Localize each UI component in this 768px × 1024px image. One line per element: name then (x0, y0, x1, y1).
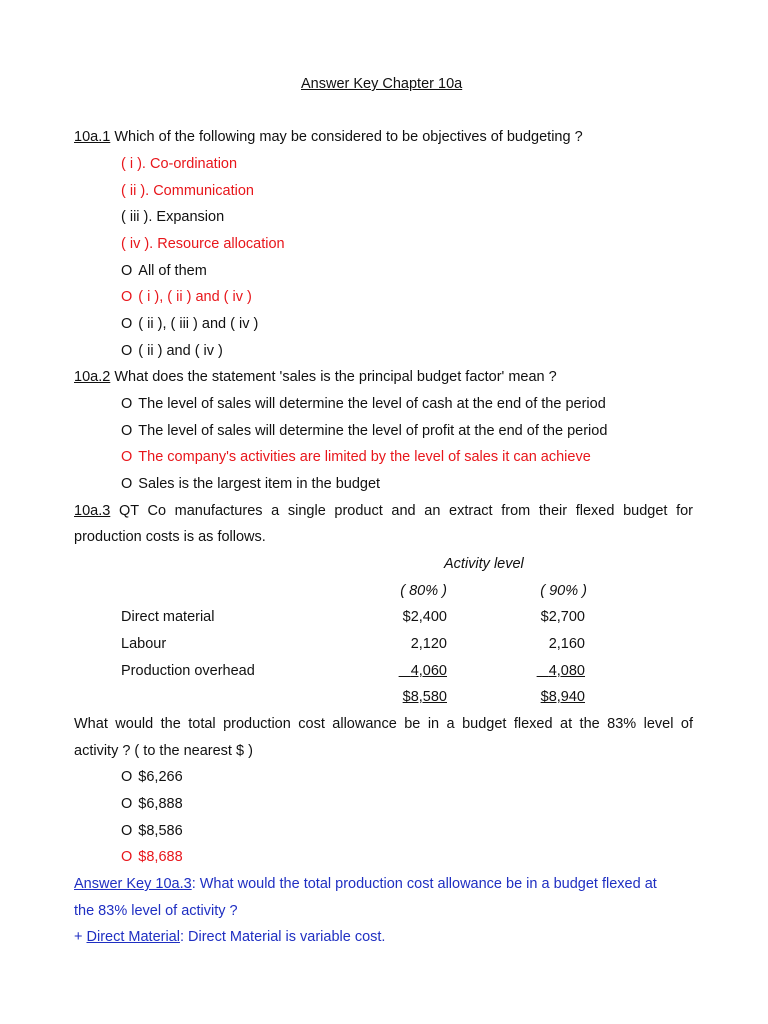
cell-direct-material-90: $2,700 (540, 609, 585, 625)
direct-material-link[interactable]: Direct Material (86, 929, 180, 945)
option-label: $8,688 (138, 849, 183, 865)
q3-option-3[interactable] (121, 822, 183, 840)
radio-circle-icon: O (121, 423, 133, 439)
cell-total-90: $8,940 (540, 689, 585, 705)
radio-circle-icon: O (121, 476, 133, 492)
page-title: Answer Key Chapter 10a (301, 76, 463, 92)
option-label: The level of sales will determine the level of profit at the end of the period (138, 423, 608, 439)
cell-labour-80: 2,120 (410, 636, 447, 652)
cell-production-overhead-80: 4,060 (410, 663, 447, 679)
answer-key-line (74, 875, 657, 893)
column-header-90: ( 90% ) (540, 583, 587, 599)
radio-circle-icon: O (121, 823, 133, 839)
option-label: All of them (138, 263, 207, 279)
question-text: What does the statement 'sales is the principal budget factor' mean ? (110, 369, 557, 385)
q2-option-1[interactable] (121, 395, 606, 413)
radio-circle-icon: O (121, 396, 133, 412)
q2-option-2[interactable] (121, 422, 607, 440)
direct-material-text: : Direct Material is variable cost. (179, 929, 386, 945)
q1-item-2: ( ii ). Communication (121, 183, 254, 199)
plus-sign: + (74, 929, 87, 945)
question-id: 10a.3 (74, 503, 111, 519)
radio-circle-icon: O (121, 289, 133, 305)
direct-material-note (74, 928, 385, 946)
option-label: The level of sales will determine the level of cash at the end of the period (138, 396, 606, 412)
answer-key-link[interactable]: Answer Key 10a.3 (74, 876, 192, 892)
q2-option-3[interactable] (121, 448, 591, 466)
q1-option-1[interactable] (121, 262, 207, 280)
q1-item-4: ( iv ). Resource allocation (121, 236, 285, 252)
q1-option-4[interactable] (121, 342, 223, 360)
question-id: 10a.1 (74, 129, 111, 145)
q2-option-4[interactable] (121, 475, 380, 493)
table-header: Activity level (444, 556, 524, 572)
row-label-direct-material: Direct material (121, 609, 215, 625)
q1-option-2[interactable] (121, 288, 252, 306)
radio-circle-icon: O (121, 769, 133, 785)
question-prompt: What would the total production cost allowance be in a budget flexed at the 83% level of (74, 716, 693, 732)
question-10a-3 (74, 502, 693, 520)
option-label: ( ii ), ( iii ) and ( iv ) (138, 316, 259, 332)
radio-circle-icon: O (121, 849, 133, 865)
question-text-cont: production costs is as follows. (74, 529, 266, 545)
row-label-production-overhead: Production overhead (121, 663, 255, 679)
q3-option-1[interactable] (121, 768, 183, 786)
radio-circle-icon: O (121, 449, 133, 465)
option-label: ( i ), ( ii ) and ( iv ) (138, 289, 252, 305)
question-prompt-cont: activity ? ( to the nearest $ ) (74, 743, 253, 759)
option-label: Sales is the largest item in the budget (138, 476, 381, 492)
q1-item-1: ( i ). Co-ordination (121, 156, 238, 172)
q1-item-3: ( iii ). Expansion (121, 209, 225, 225)
q3-option-4[interactable] (121, 848, 183, 866)
answer-key-text: : What would the total production cost allowance be in a budget flexed at (191, 876, 657, 892)
question-10a-1 (74, 128, 583, 146)
q3-option-2[interactable] (121, 795, 183, 813)
radio-circle-icon: O (121, 796, 133, 812)
cell-direct-material-80: $2,400 (402, 609, 447, 625)
radio-circle-icon: O (121, 263, 133, 279)
option-label: $6,266 (138, 769, 183, 785)
question-10a-2 (74, 368, 557, 386)
option-label: ( ii ) and ( iv ) (138, 343, 223, 359)
question-text: Which of the following may be considered to be objectives of budgeting ? (110, 129, 583, 145)
radio-circle-icon: O (121, 316, 133, 332)
cell-production-overhead-90: 4,080 (548, 663, 585, 679)
row-label-labour: Labour (121, 636, 167, 652)
q1-option-3[interactable] (121, 315, 258, 333)
question-text: QT Co manufactures a single product and an extract from their flexed budget for (110, 503, 693, 519)
option-label: $8,586 (138, 823, 183, 839)
cell-labour-90: 2,160 (548, 636, 585, 652)
option-label: The company's activities are limited by the level of sales it can achieve (138, 449, 591, 465)
option-label: $6,888 (138, 796, 183, 812)
radio-circle-icon: O (121, 343, 133, 359)
question-id: 10a.2 (74, 369, 111, 385)
column-header-80: ( 80% ) (400, 583, 447, 599)
answer-key-line-cont: the 83% level of activity ? (74, 903, 238, 919)
cell-total-80: $8,580 (402, 689, 447, 705)
